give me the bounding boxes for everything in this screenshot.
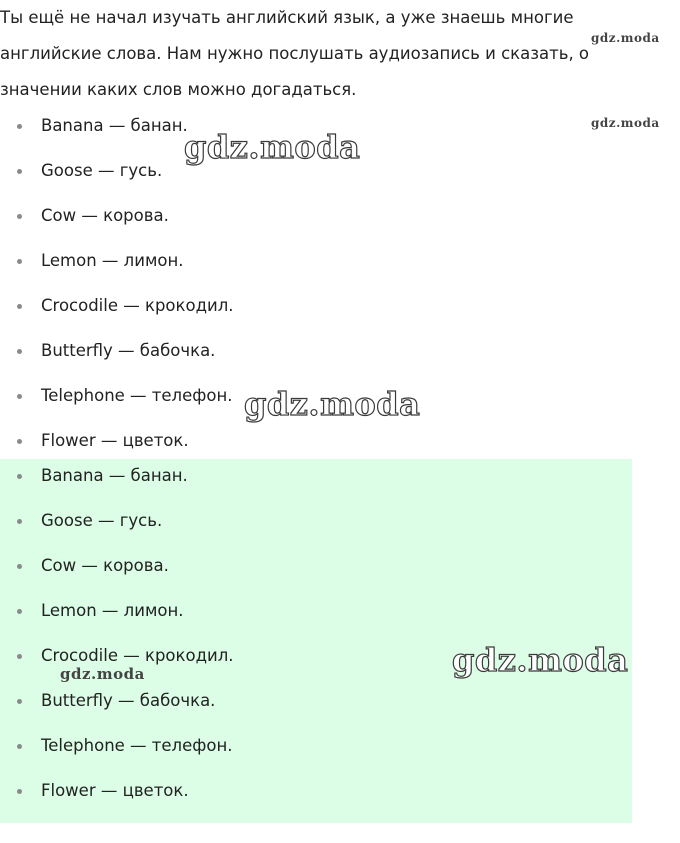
list-item [0, 154, 632, 199]
list-item-text: Cow — корова. [41, 206, 169, 225]
list-item [0, 729, 632, 774]
word-list [0, 109, 632, 459]
list-item [0, 684, 632, 729]
bullet-icon [17, 564, 22, 569]
watermark: gdz.moda [60, 665, 145, 683]
list-item-text: Flower — цветок. [41, 431, 189, 450]
list-item [0, 639, 632, 684]
bullet-icon [17, 519, 22, 524]
list-item-text: Crocodile — крокодил. [41, 646, 234, 665]
list-item-text: Lemon — лимон. [41, 601, 184, 620]
bullet-icon [17, 609, 22, 614]
bullet-icon [17, 259, 22, 264]
bullet-icon [17, 169, 22, 174]
bullet-icon [17, 699, 22, 704]
bullet-icon [17, 349, 22, 354]
list-item [0, 549, 632, 594]
bullet-icon [17, 789, 22, 794]
bullet-icon [17, 394, 22, 399]
list-item [0, 594, 632, 639]
list-item-text: Cow — корова. [41, 556, 169, 575]
list-item [0, 459, 632, 504]
list-item [0, 199, 632, 244]
bullet-icon [17, 474, 22, 479]
list-item-text: Banana — банан. [41, 466, 188, 485]
bullet-icon [17, 214, 22, 219]
list-item [0, 504, 632, 549]
list-item-text: Goose — гусь. [41, 511, 163, 530]
list-item [0, 334, 632, 379]
list-item [0, 244, 632, 289]
list-item [0, 289, 632, 334]
list-item [0, 424, 632, 459]
watermark: gdz.moda [452, 641, 629, 679]
intro-text: Ты ещё не начал изучать английский язык, а уже знаешь многие английские слова. Нам нужно послушать аудиозапись и сказать, о значении каких слов можно догадаться. [0, 8, 590, 99]
list-item-text: Butterfly — бабочка. [41, 691, 216, 710]
watermark: gdz.moda [244, 385, 421, 423]
list-item-text: Banana — банан. [41, 116, 188, 135]
bullet-icon [17, 654, 22, 659]
list-item [0, 109, 632, 154]
list-item-text: Lemon — лимон. [41, 251, 184, 270]
list-item-text: Goose — гусь. [41, 161, 163, 180]
list-item-text: Flower — цветок. [41, 781, 189, 800]
bullet-icon [17, 124, 22, 129]
list-item-text: Butterfly — бабочка. [41, 341, 216, 360]
watermark: gdz.moda [184, 128, 361, 166]
highlighted-word-list [0, 459, 632, 823]
watermark: gdz.moda [591, 31, 660, 45]
watermark: gdz.moda [591, 116, 660, 130]
list-item-text: Crocodile — крокодил. [41, 296, 234, 315]
bullet-icon [17, 439, 22, 444]
list-item-text: Telephone — телефон. [41, 736, 233, 755]
list-item-text: Telephone — телефон. [41, 386, 233, 405]
list-item [0, 379, 632, 424]
bullet-icon [17, 744, 22, 749]
bullet-icon [17, 304, 22, 309]
list-item [0, 774, 632, 819]
